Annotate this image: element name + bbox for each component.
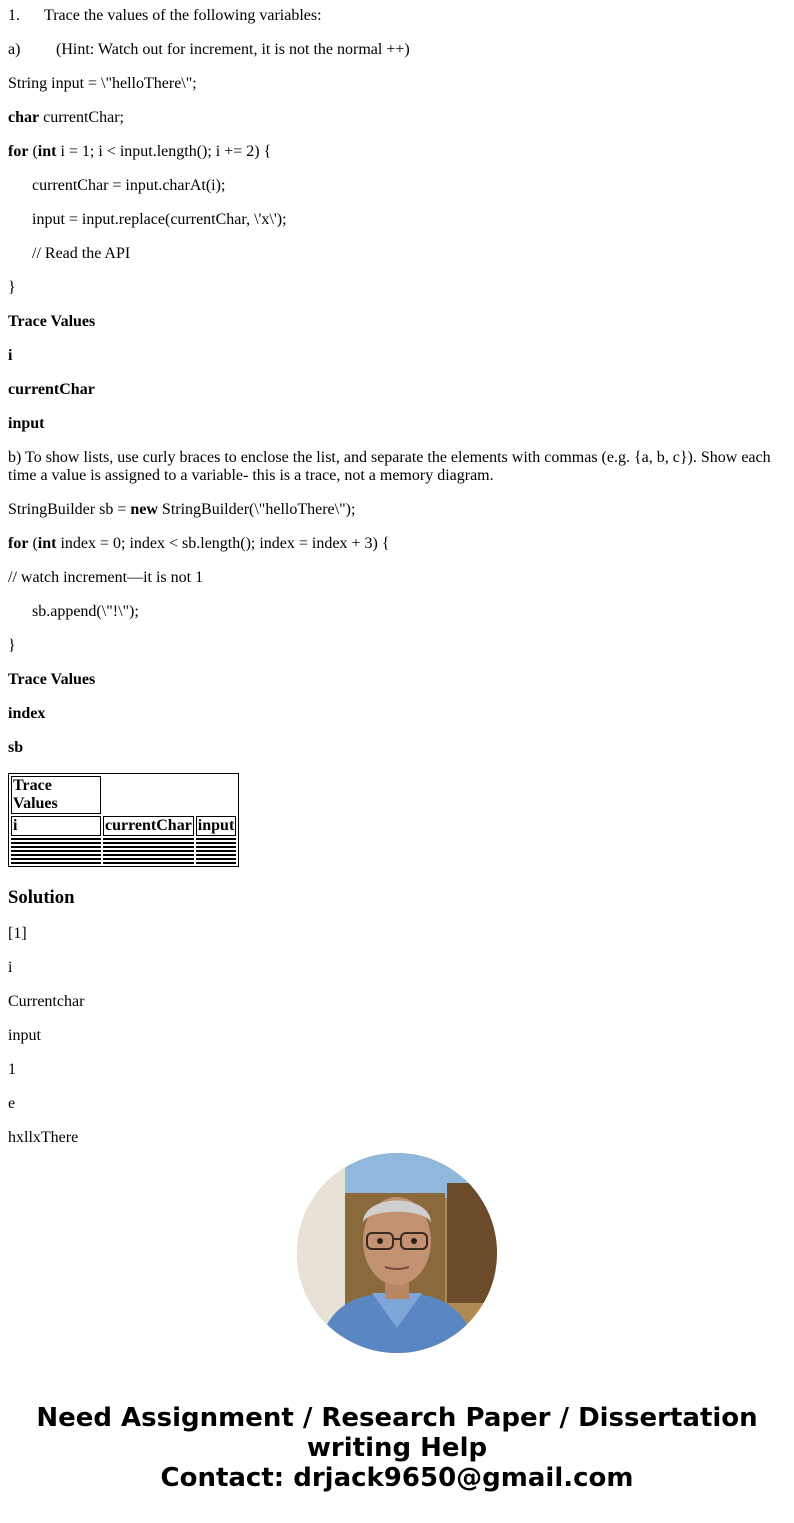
- table-header-currentchar: currentChar: [105, 817, 192, 834]
- part-a-hint-line: [8, 41, 786, 59]
- code-a-line-5: input = input.replace(currentChar, \'x\');: [32, 211, 287, 228]
- code-b-line-5: }: [8, 637, 16, 654]
- trace-a-col-currentchar-text: currentChar: [8, 381, 95, 398]
- code-b-line-1: [8, 501, 786, 519]
- code-text: index = 0; index < sb.length(); index = index + 3) {: [56, 535, 390, 552]
- table-row: [11, 842, 236, 844]
- table-cell: [196, 838, 236, 840]
- code-a-line-2: [8, 109, 786, 127]
- keyword: for: [8, 535, 29, 552]
- table-row: [11, 846, 236, 848]
- solution-col-currentchar: Currentchar: [8, 993, 85, 1010]
- trace-b-col-index-text: index: [8, 705, 46, 722]
- person-avatar-photo-icon: [297, 1153, 497, 1353]
- table-cell: [196, 854, 236, 856]
- table-cell: [103, 838, 194, 840]
- trace-a-col-currentchar: [8, 381, 786, 399]
- table-cell: [196, 846, 236, 848]
- trace-b-heading: [8, 671, 786, 689]
- table-header-input: input: [197, 817, 235, 834]
- keyword: char: [8, 109, 40, 126]
- table-cell: [103, 862, 194, 864]
- table-row: [11, 850, 236, 852]
- keyword: for: [8, 143, 29, 160]
- table-header-row: [11, 816, 236, 836]
- table-cell: [11, 850, 101, 852]
- trace-a-col-input-text: input: [8, 415, 45, 432]
- table-header-i: i: [11, 816, 101, 836]
- trace-b-col-sb: [8, 739, 786, 757]
- table-cell: [196, 842, 236, 844]
- trace-values-table: [8, 773, 239, 867]
- solution-row1-char: e: [8, 1095, 16, 1112]
- table-row: [11, 838, 236, 840]
- table-cell: [196, 850, 236, 852]
- table-cell: [103, 846, 194, 848]
- table-cell: [103, 842, 194, 844]
- table-title-row: [11, 776, 236, 814]
- question-title: Trace the values of the following variables:: [44, 7, 322, 24]
- question-number: 1.: [8, 7, 20, 24]
- promo-line-3: Contact: drjack9650@gmail.com: [160, 1463, 634, 1493]
- trace-a-col-input: [8, 415, 786, 433]
- part-b-instructions: b) To show lists, use curly braces to enclose the list, and separate the elements with commas (e.g. {a, b, c}). Show each time a value is assigned to a variable- this is a trace, not a memory diagram.: [8, 449, 771, 484]
- table-cell: [196, 858, 236, 860]
- trace-a-heading-text: Trace Values: [8, 313, 96, 330]
- table-cell: [11, 862, 101, 864]
- code-b-line-2: [8, 535, 786, 553]
- solution-row1-i: 1: [8, 1061, 16, 1078]
- code-text: i = 1; i < input.length(); i += 2) {: [56, 143, 272, 160]
- question-title-line: [8, 7, 786, 25]
- code-a-line-4: currentChar = input.charAt(i);: [32, 177, 226, 194]
- trace-b-col-sb-text: sb: [8, 739, 24, 756]
- keyword: new: [130, 501, 158, 518]
- code-a-line-3: [8, 143, 786, 161]
- solution-ref: [1]: [8, 925, 27, 942]
- code-text: StringBuilder(\"helloThere\");: [157, 501, 356, 518]
- code-text: StringBuilder sb =: [8, 501, 131, 518]
- solution-row1-input: hxllxThere: [8, 1129, 79, 1146]
- solution-col-input: input: [8, 1027, 41, 1044]
- table-row: [11, 858, 236, 860]
- solution-col-i: i: [8, 959, 13, 976]
- code-a-line-1: String input = \"helloThere\";: [8, 75, 197, 92]
- code-text: (: [28, 143, 38, 160]
- table-title-spacer: [196, 776, 236, 814]
- part-a-hint: (Hint: Watch out for increment, it is not the normal ++): [56, 41, 410, 58]
- code-a-line-7: }: [8, 279, 16, 296]
- code-text: currentChar;: [39, 109, 124, 126]
- promo-line-1: Need Assignment / Research Paper / Dissertation: [36, 1403, 758, 1433]
- promo-banner: [0, 1122, 794, 1523]
- code-b-line-3: // watch increment—it is not 1: [8, 569, 204, 586]
- part-a-label: a): [8, 41, 21, 58]
- trace-a-col-i-text: i: [8, 347, 13, 364]
- trace-b-col-index: [8, 705, 786, 723]
- code-a-line-6: // Read the API: [32, 245, 131, 262]
- table-cell: [103, 854, 194, 856]
- trace-b-heading-text: Trace Values: [8, 671, 96, 688]
- table-title-spacer: [103, 776, 194, 814]
- table-title-cell: Trace Values: [11, 776, 101, 814]
- solution-heading: Solution: [8, 887, 75, 908]
- document-body: [8, 0, 786, 1146]
- avatar: [297, 1153, 497, 1353]
- table-cell: [11, 846, 101, 848]
- keyword: int: [37, 143, 57, 160]
- table-row: [11, 854, 236, 856]
- table-cell: [196, 862, 236, 864]
- table-cell: [11, 858, 101, 860]
- code-b-line-4: sb.append(\"!\");: [32, 603, 139, 620]
- table-cell: [103, 850, 194, 852]
- promo-line-2: writing Help: [306, 1433, 488, 1463]
- table-cell: [11, 838, 101, 840]
- trace-a-heading: [8, 313, 786, 331]
- table-cell: [11, 842, 101, 844]
- table-cell: [103, 858, 194, 860]
- keyword: int: [37, 535, 57, 552]
- table-row: [11, 862, 236, 864]
- table-cell: [11, 854, 101, 856]
- code-text: (: [28, 535, 38, 552]
- promo-text: [0, 1403, 794, 1493]
- trace-a-col-i: [8, 347, 786, 365]
